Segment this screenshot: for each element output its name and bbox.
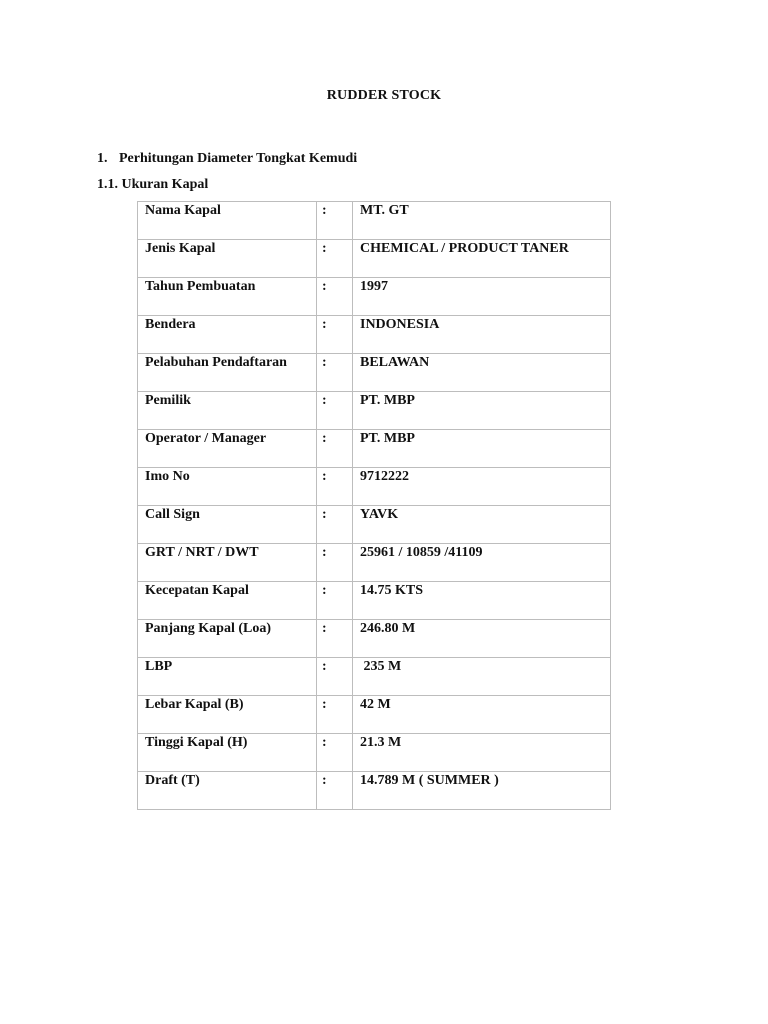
spec-value-cell <box>353 658 611 696</box>
spec-label: LBP <box>145 659 173 674</box>
spec-separator: : <box>322 203 327 218</box>
spec-value-cell <box>353 354 611 392</box>
spec-separator-cell <box>317 392 353 430</box>
spec-separator: : <box>322 507 327 522</box>
spec-value-cell <box>353 620 611 658</box>
spec-label-cell <box>138 278 317 316</box>
spec-separator-cell <box>317 202 353 240</box>
spec-label: Pemilik <box>145 393 191 408</box>
spec-value: INDONESIA <box>360 317 440 332</box>
spec-value: 246.80 M <box>360 621 416 636</box>
ship-specification-table <box>137 201 611 810</box>
spec-separator-cell <box>317 544 353 582</box>
spec-row <box>138 658 611 696</box>
spec-label-cell <box>138 316 317 354</box>
spec-row <box>138 506 611 544</box>
spec-value: 1997 <box>360 279 388 294</box>
spec-separator-cell <box>317 658 353 696</box>
spec-separator-cell <box>317 468 353 506</box>
spec-separator-cell <box>317 772 353 810</box>
spec-value-cell <box>353 544 611 582</box>
spec-row <box>138 202 611 240</box>
spec-value-cell <box>353 392 611 430</box>
spec-row <box>138 354 611 392</box>
spec-label-cell <box>138 734 317 772</box>
subsection-heading: 1.1. Ukuran Kapal <box>97 177 209 192</box>
spec-label: Lebar Kapal (B) <box>145 697 244 712</box>
spec-value: 9712222 <box>360 469 409 484</box>
spec-row <box>138 772 611 810</box>
spec-separator: : <box>322 773 327 788</box>
spec-label: Kecepatan Kapal <box>145 583 249 598</box>
spec-separator-cell <box>317 354 353 392</box>
spec-separator-cell <box>317 316 353 354</box>
spec-separator-cell <box>317 620 353 658</box>
spec-value: PT. MBP <box>360 431 415 446</box>
spec-label: Imo No <box>145 469 190 484</box>
spec-row <box>138 316 611 354</box>
spec-value-cell <box>353 506 611 544</box>
spec-separator: : <box>322 279 327 294</box>
spec-row <box>138 582 611 620</box>
spec-separator: : <box>322 697 327 712</box>
spec-label-cell <box>138 240 317 278</box>
spec-separator-cell <box>317 582 353 620</box>
spec-label: Call Sign <box>145 507 200 522</box>
spec-row <box>138 278 611 316</box>
spec-value: MT. GT <box>360 203 409 218</box>
spec-label-cell <box>138 658 317 696</box>
spec-label-cell <box>138 620 317 658</box>
spec-separator: : <box>322 241 327 256</box>
spec-value-cell <box>353 430 611 468</box>
spec-label: Bendera <box>145 317 196 332</box>
spec-separator-cell <box>317 278 353 316</box>
spec-label: GRT / NRT / DWT <box>145 545 259 560</box>
spec-separator: : <box>322 583 327 598</box>
document-title: RUDDER STOCK <box>326 88 442 103</box>
spec-label-cell <box>138 696 317 734</box>
spec-separator: : <box>322 545 327 560</box>
spec-value-cell <box>353 202 611 240</box>
spec-separator-cell <box>317 430 353 468</box>
spec-label: Tinggi Kapal (H) <box>145 735 248 750</box>
spec-value-cell <box>353 316 611 354</box>
spec-value-cell <box>353 734 611 772</box>
spec-row <box>138 620 611 658</box>
spec-value-cell <box>353 696 611 734</box>
spec-row <box>138 240 611 278</box>
spec-label: Nama Kapal <box>145 203 221 218</box>
spec-value: 25961 / 10859 /41109 <box>360 545 483 560</box>
spec-separator: : <box>322 393 327 408</box>
spec-row <box>138 468 611 506</box>
spec-row <box>138 392 611 430</box>
spec-row <box>138 734 611 772</box>
spec-label-cell <box>138 354 317 392</box>
spec-separator: : <box>322 431 327 446</box>
spec-label: Tahun Pembuatan <box>145 279 256 294</box>
spec-label-cell <box>138 430 317 468</box>
spec-value: 14.75 KTS <box>360 583 424 598</box>
spec-separator: : <box>322 469 327 484</box>
spec-label-cell <box>138 468 317 506</box>
spec-value: 235 M <box>360 659 402 674</box>
spec-label: Jenis Kapal <box>145 241 216 256</box>
spec-label-cell <box>138 392 317 430</box>
spec-value-cell <box>353 468 611 506</box>
spec-separator: : <box>322 735 327 750</box>
section-text: Perhitungan Diameter Tongkat Kemudi <box>119 151 358 166</box>
section-number: 1. <box>97 151 108 166</box>
spec-separator-cell <box>317 734 353 772</box>
spec-label: Pelabuhan Pendaftaran <box>145 355 287 370</box>
spec-separator-cell <box>317 240 353 278</box>
spec-label-cell <box>138 202 317 240</box>
spec-value: 14.789 M ( SUMMER ) <box>360 773 499 788</box>
spec-separator-cell <box>317 506 353 544</box>
spec-separator: : <box>322 355 327 370</box>
spec-label-cell <box>138 544 317 582</box>
ship-specification-body <box>138 202 611 810</box>
spec-value-cell <box>353 278 611 316</box>
spec-label: Operator / Manager <box>145 431 267 446</box>
spec-separator-cell <box>317 696 353 734</box>
spec-value: 21.3 M <box>360 735 402 750</box>
spec-value: CHEMICAL / PRODUCT TANER <box>360 241 569 256</box>
spec-label: Panjang Kapal (Loa) <box>145 621 272 636</box>
spec-separator: : <box>322 659 327 674</box>
spec-value-cell <box>353 582 611 620</box>
spec-label-cell <box>138 772 317 810</box>
section-heading <box>97 151 357 167</box>
spec-row <box>138 430 611 468</box>
spec-value-cell <box>353 772 611 810</box>
spec-value: PT. MBP <box>360 393 415 408</box>
spec-value: BELAWAN <box>360 355 430 370</box>
spec-row <box>138 544 611 582</box>
spec-value: YAVK <box>360 507 399 522</box>
spec-label-cell <box>138 506 317 544</box>
spec-label-cell <box>138 582 317 620</box>
spec-separator: : <box>322 317 327 332</box>
spec-separator: : <box>322 621 327 636</box>
spec-row <box>138 696 611 734</box>
spec-value-cell <box>353 240 611 278</box>
spec-value: 42 M <box>360 697 391 712</box>
spec-label: Draft (T) <box>145 773 200 788</box>
